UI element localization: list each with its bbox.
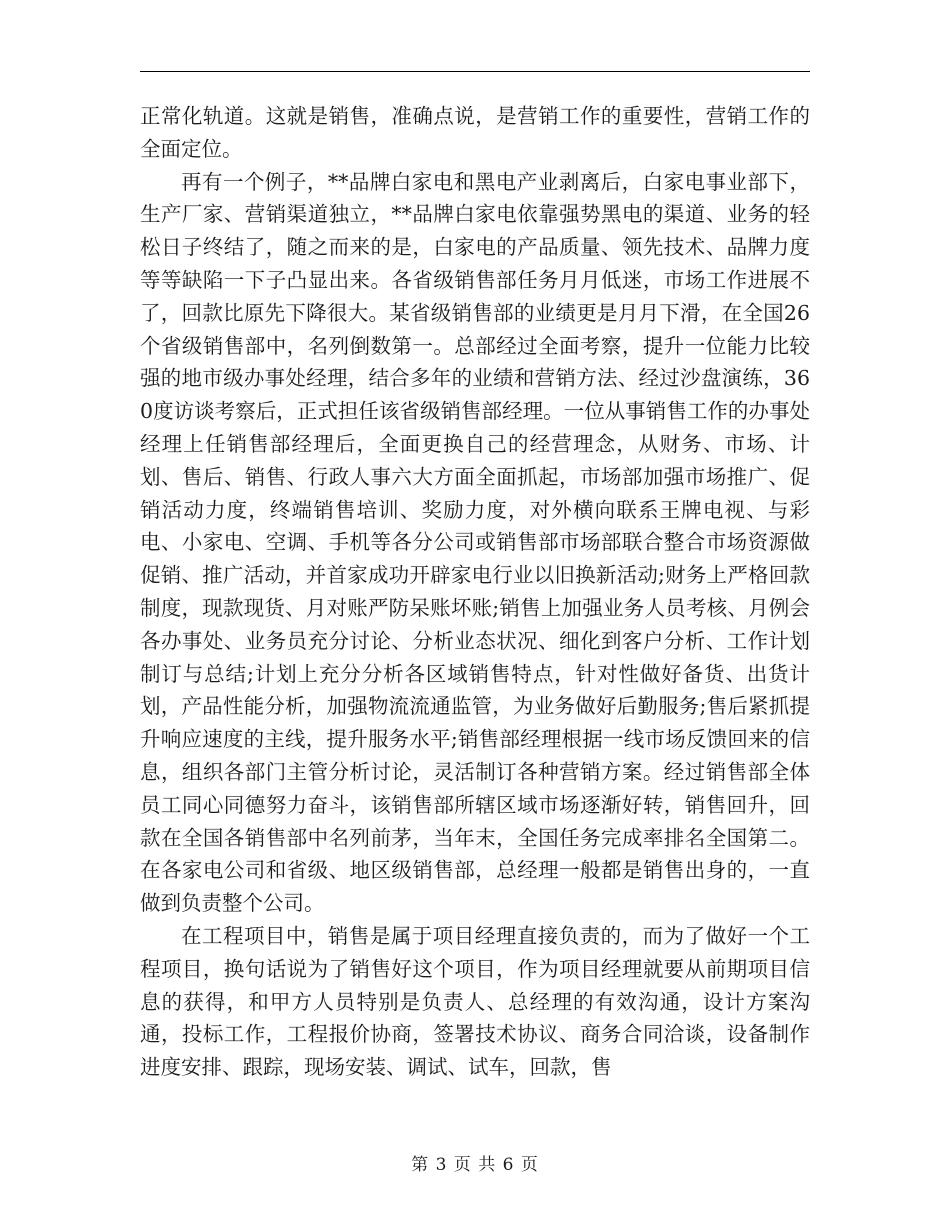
paragraph-1: 正常化轨道。这就是销售，准确点说，是营销工作的重要性，营销工作的全面定位。: [140, 104, 810, 161]
header-rule: [140, 71, 810, 72]
paragraph-3: 在工程项目中，销售是属于项目经理直接负责的，而为了做好一个工程项目，换句话说为了销售好这个项目，作为项目经理就要从前期项目信息的获得，和甲方人员特别是负责人、总经理的有效沟通，设计方案沟通，投标工作，工程报价协商，签署技术协议、商务合同洽谈，设备制作进度安排、跟踪，现场安装、调试、试车，回款，售: [140, 923, 810, 1080]
page-number-footer: 第 3 页 共 6 页: [411, 1155, 539, 1175]
paragraph-2: 再有一个例子，**品牌白家电和黑电产业剥离后，白家电事业部下，生产厂家、营销渠道独立，**品牌白家电依靠强势黑电的渠道、业务的轻松日子终结了，随之而来的是，白家电的产品质量、领先技术、品牌力度等等缺陷一下子凸显出来。各省级销售部任务月月低迷，市场工作进展不了，回款比原先下降很大。某省级销售部的业绩更是月月下滑，在全国26个省级销售部中，名列倒数第一。总部经过全面考察，提升一位能力比较强的地市级办事处经理，结合多年的业绩和营销方法、经过沙盘演练，360度访谈考察后，正式担任该省级销售部经理。一位从事销售工作的办事处经理上任销售部经理后，全面更换自己的经营理念，从财务、市场、计划、售后、销售、行政人事六大方面全面抓起，市场部加强市场推广、促销活动力度，终端销售培训、奖励力度，对外横向联系王牌电视、与彩电、小家电、空调、手机等各分公司或销售部市场部联合整合市场资源做促销、推广活动，并首家成功开辟家电行业以旧换新活动;财务上严格回款制度，现款现货、月对账严防呆账坏账;销售上加强业务人员考核、月例会各办事处、业务员充分讨论、分析业态状况、细化到客户分析、工作计划制订与总结;计划上充分分析各区域销售特点，针对性做好备货、出货计划，产品性能分析，加强物流流通监管，为业务做好后勤服务;售后紧抓提升响应速度的主线，提升服务水平;销售部经理根据一线市场反馈回来的信息，组织各部门主管分析讨论，灵活制订各种营销方案。经过销售部全体员工同心同德努力奋斗，该销售部所辖区域市场逐渐好转，销售回升，回款在全国各销售部中名列前茅，当年末，全国任务完成率排名全国第二。在各家电公司和省级、地区级销售部，总经理一般都是销售出身的，一直做到负责整个公司。: [140, 169, 810, 916]
document-body: [140, 100, 810, 1084]
